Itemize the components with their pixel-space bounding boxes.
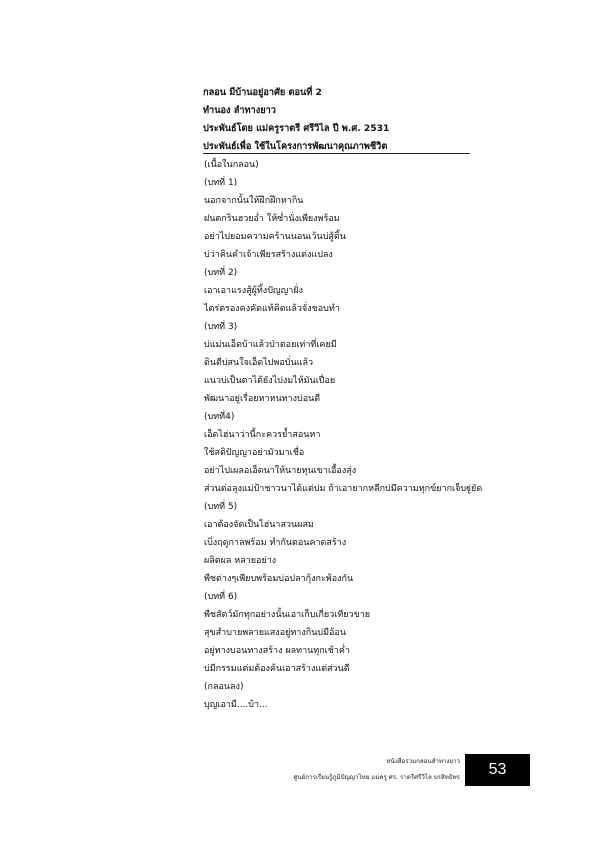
poem-line: ใช้สติปัญญาอย่ามัวมาเชื่อ [204,448,305,458]
stanza-heading: (กลอนลง) [204,682,244,692]
poem-line: พัฒนาอยู่เรื่อยหาหนทางบ่อนดี [204,394,321,404]
header-block [203,84,473,156]
poem-line: ผลิตผล หลายอย่าง [204,556,277,566]
poem-line: บ่ว่าคินคำเจ้าเพียรสร้างแต่งแปลง [204,250,333,260]
footer-book-title: หนังสือรวมกลอนลำทางยาว [386,758,460,765]
poem-purpose: ประพันธ์เพื่อ ใช้ในโครงการพัฒนาคุณภาพชีวิต [203,141,388,152]
poem-line: แนวบ่เป็นตาได้ยังไปงมไห้มันเปื่อย [204,376,336,386]
poem-line: พืชสัตว์มักทุกอย่างนั้นเอาเก็บเกี่ยวเทียวขาย [204,610,371,620]
poem-line: ส่วนต่อลุงแม่ป้าชาวนาได้แต่ปม ถ้าเอายากหลีกบ่มีความทุกข์ยากเจ็บฐู่ยัด [204,484,483,494]
poem-line: เบิ่งฤดูกาลพร้อม ทำกันตอนคาดสร้าง [204,538,347,548]
stanza-heading: (บทที่ 6) [204,592,238,602]
stanza-heading: (บทที่ 3) [204,322,238,332]
page-number: 53 [488,761,507,778]
poem-line: ดินดีบ่สนใจเอ็ดไปพอบั่นแล้ว [204,358,314,368]
poem-line: บ่มีกรรมแต่มต้องค้นเอาสร้างแต่ส่วนดี [204,664,350,674]
header-divider [203,153,470,154]
poem-line: สุขสำบายพลายแสงอยู่ทางกินบ่มีอ้อน [204,628,346,638]
poem-title: กลอน มีบ้านอยู่อาศัย ตอนที่ 2 [203,87,322,98]
poem-line: อย่าไปเผลอเอ็ดนาให้นายทุนเขาเอื้องสุ่ง [204,466,357,476]
page-number-badge [465,754,530,786]
poem-line: บ่แม่นเอ็ดบ้าแล้วป่าตอยเท่าที่เคยมี [204,340,337,350]
stanza-heading: (บทที่ 2) [204,268,238,278]
poem-tune: ทำนอง ลำทางยาว [203,105,276,116]
stanza-heading: (บทที่4) [204,412,235,422]
poem-line: นอกจากนั้นให้ฝึกฝึกหากิน [204,196,304,206]
poem-line: บุญเอามี....บ้า... [204,700,268,710]
poem-line: พืชต่างๆเพียบพร้อมบ่อปลากุ้งกะพ้องกัน [204,574,354,584]
poem-line: (เนื้อในกลอน) [204,160,259,170]
stanza-heading: (บทที่ 5) [204,502,238,512]
poem-line: เอ็ดไฮ่นาว่านี้กะควรย้ำสอนหา [204,430,321,440]
stanza-heading: (บทที่ 1) [204,178,238,188]
poem-line: เอาต้องจัดเป็นไฮ่นาสวนผสม [204,520,314,530]
poem-body [203,156,533,714]
poem-author: ประพันธ์โดย แม่ครูราตรี ศรีวิไล ปี พ.ศ. 2531 [203,123,390,134]
poem-line: ไตร่ตรองคงคัดแท้คิดแล้วจั่งชอบทำ [204,304,340,314]
footer-center-name: ศูนย์การเรียนรู้ภูมิปัญญาไทย แม่ครู ศร. ราตรีศรีวิไล บรสิทธิพร [293,774,460,781]
poem-line: เอาเอาแรงสู้ผู้ทิ้งปัญญาฝั่ง [204,286,303,296]
poem-line: ฝนตกรินฮวยอ่ำ ให้ซ่ำนั่งเพียงพร้อม [204,214,340,224]
poem-line: อยู่ทางบอนทางสร้าง ผลทานทุกเช้าค่ำ [204,646,350,656]
poem-line: อย่าไปยอมความคร้านนอนเว้นบ่สู้ดิ้น [204,232,346,242]
